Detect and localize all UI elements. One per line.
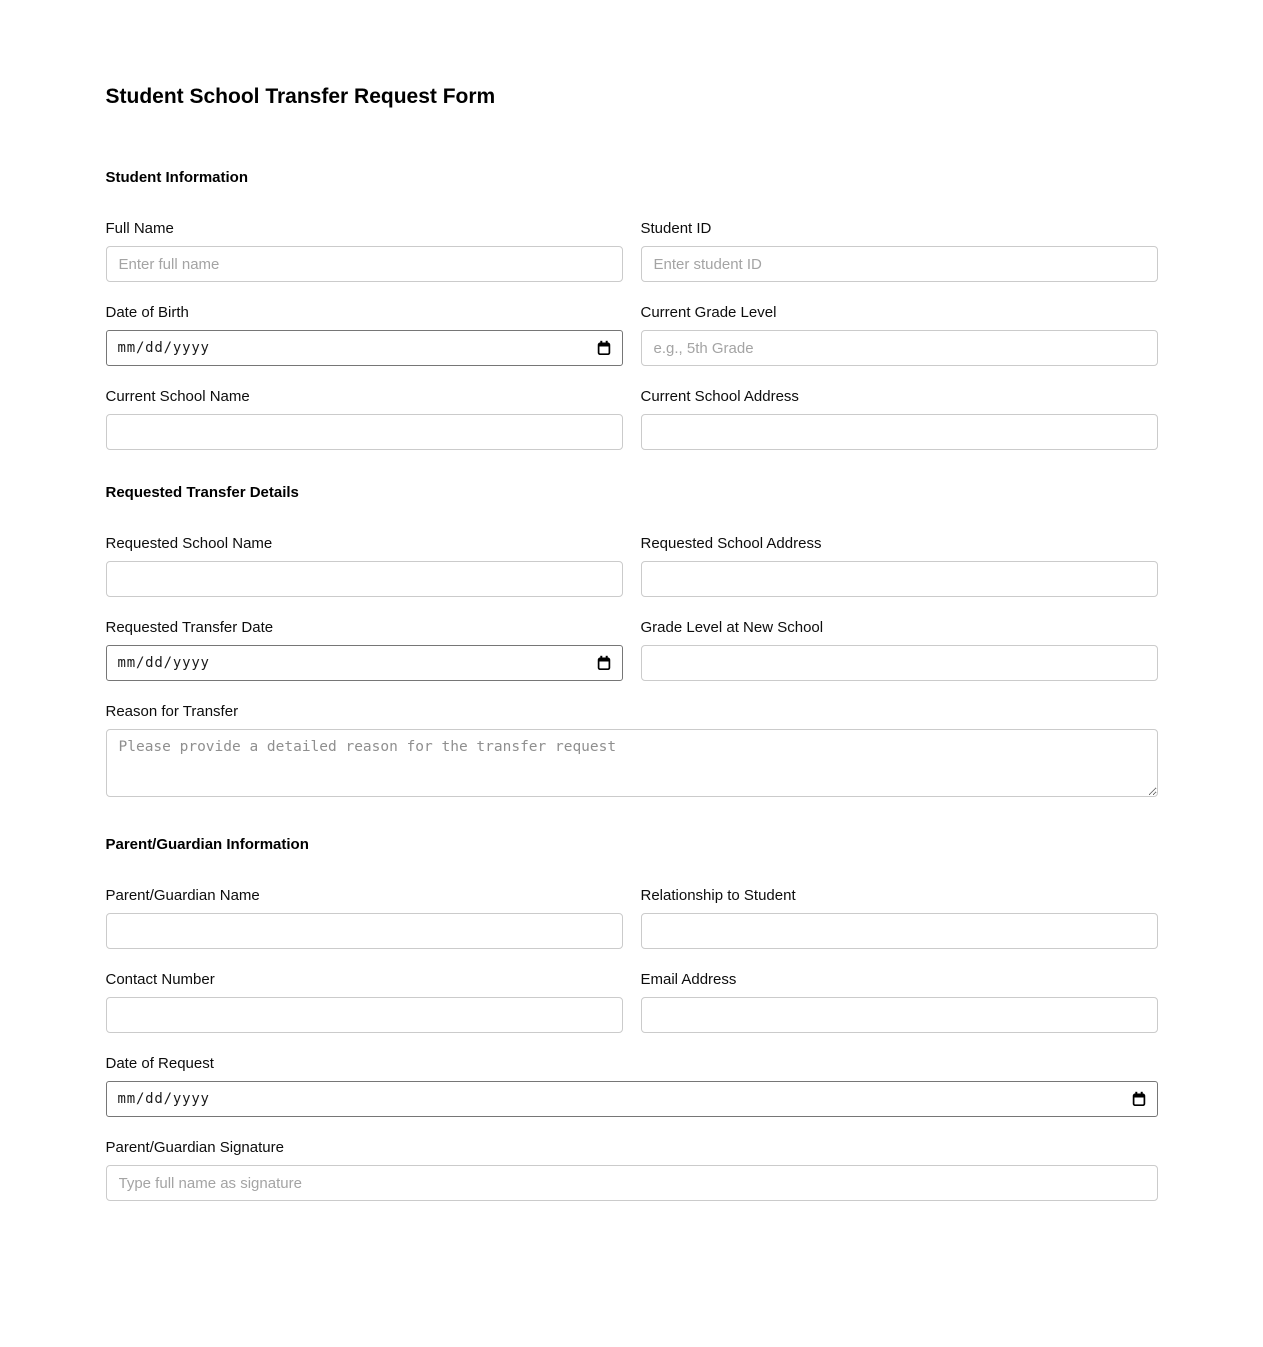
reason-for-transfer-label: Reason for Transfer xyxy=(105,703,239,720)
section-heading-student-information: Student Information xyxy=(105,169,248,186)
field-reason-for-transfer xyxy=(106,703,1158,802)
current-grade-level-input[interactable] xyxy=(641,330,1158,366)
relationship-to-student-label: Relationship to Student xyxy=(640,887,796,904)
full-name-input[interactable] xyxy=(106,246,623,282)
requested-school-name-label: Requested School Name xyxy=(105,535,273,552)
field-requested-school-address xyxy=(641,535,1158,597)
current-school-address-label: Current School Address xyxy=(640,388,799,405)
reason-for-transfer-textarea[interactable] xyxy=(106,729,1158,797)
form-row xyxy=(106,304,1158,366)
field-student-id xyxy=(641,220,1158,282)
date-of-birth-input[interactable] xyxy=(106,330,623,366)
parent-guardian-signature-label: Parent/Guardian Signature xyxy=(105,1139,284,1156)
requested-school-address-label: Requested School Address xyxy=(640,535,822,552)
section-student-information xyxy=(106,169,1158,450)
field-grade-level-at-new-school xyxy=(641,619,1158,681)
calendar-icon[interactable] xyxy=(596,340,612,356)
field-parent-guardian-signature xyxy=(106,1139,1158,1201)
parent-guardian-name-label: Parent/Guardian Name xyxy=(105,887,260,904)
current-school-address-input[interactable] xyxy=(641,414,1158,450)
section-requested-transfer-details xyxy=(106,484,1158,802)
field-current-school-name xyxy=(106,388,623,450)
field-full-name xyxy=(106,220,623,282)
requested-transfer-date-input[interactable] xyxy=(106,645,623,681)
form-row xyxy=(106,1055,1158,1117)
date-format-text: mm/dd/yyyy xyxy=(117,655,210,671)
form-row xyxy=(106,535,1158,597)
page-title: Student School Transfer Request Form xyxy=(105,85,496,108)
field-current-grade-level xyxy=(641,304,1158,366)
grade-level-at-new-school-input[interactable] xyxy=(641,645,1158,681)
form-row xyxy=(106,619,1158,681)
form-row xyxy=(106,971,1158,1033)
contact-number-label: Contact Number xyxy=(105,971,215,988)
form-row xyxy=(106,887,1158,949)
date-of-request-label: Date of Request xyxy=(105,1055,214,1072)
field-current-school-address xyxy=(641,388,1158,450)
form-row xyxy=(106,703,1158,802)
requested-transfer-date-label: Requested Transfer Date xyxy=(105,619,274,636)
section-heading-parent-guardian-information: Parent/Guardian Information xyxy=(105,836,309,853)
calendar-icon[interactable] xyxy=(596,655,612,671)
requested-school-name-input[interactable] xyxy=(106,561,623,597)
transfer-request-form xyxy=(106,0,1158,1304)
form-row xyxy=(106,1139,1158,1201)
field-contact-number xyxy=(106,971,623,1033)
contact-number-input[interactable] xyxy=(106,997,623,1033)
form-row xyxy=(106,388,1158,450)
student-id-input[interactable] xyxy=(641,246,1158,282)
student-id-label: Student ID xyxy=(640,220,712,237)
current-school-name-label: Current School Name xyxy=(105,388,250,405)
grade-level-at-new-school-label: Grade Level at New School xyxy=(640,619,824,636)
date-format-text: mm/dd/yyyy xyxy=(117,340,210,356)
field-parent-guardian-name xyxy=(106,887,623,949)
parent-guardian-signature-input[interactable] xyxy=(106,1165,1158,1201)
section-heading-requested-transfer-details: Requested Transfer Details xyxy=(105,484,299,501)
date-of-birth-label: Date of Birth xyxy=(105,304,189,321)
current-grade-level-label: Current Grade Level xyxy=(640,304,777,321)
section-parent-guardian-information xyxy=(106,836,1158,1201)
field-requested-school-name xyxy=(106,535,623,597)
full-name-label: Full Name xyxy=(105,220,174,237)
email-address-input[interactable] xyxy=(641,997,1158,1033)
parent-guardian-name-input[interactable] xyxy=(106,913,623,949)
field-email-address xyxy=(641,971,1158,1033)
current-school-name-input[interactable] xyxy=(106,414,623,450)
requested-school-address-input[interactable] xyxy=(641,561,1158,597)
email-address-label: Email Address xyxy=(640,971,737,988)
date-of-request-input[interactable] xyxy=(106,1081,1158,1117)
date-format-text: mm/dd/yyyy xyxy=(117,1091,210,1107)
field-relationship-to-student xyxy=(641,887,1158,949)
calendar-icon[interactable] xyxy=(1131,1091,1147,1107)
form-row xyxy=(106,220,1158,282)
field-requested-transfer-date xyxy=(106,619,623,681)
field-date-of-birth xyxy=(106,304,623,366)
field-date-of-request xyxy=(106,1055,1158,1117)
relationship-to-student-input[interactable] xyxy=(641,913,1158,949)
